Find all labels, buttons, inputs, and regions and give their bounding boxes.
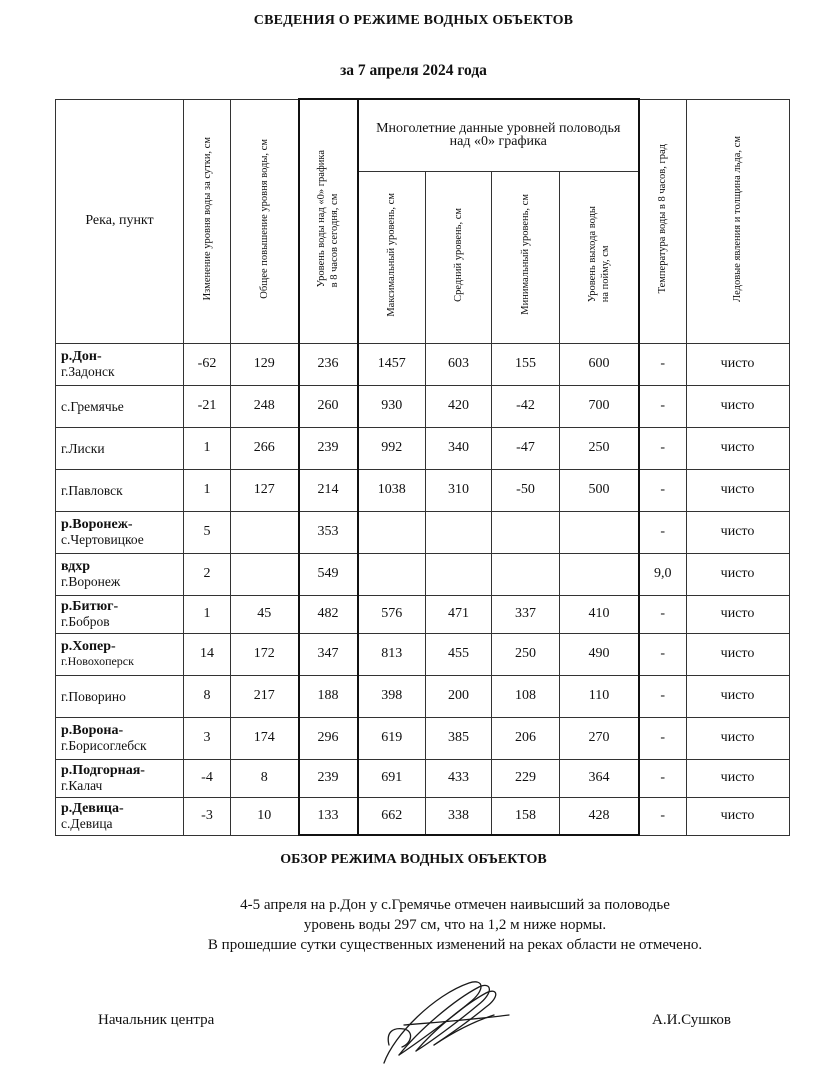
cell-temp-value: - [660, 606, 666, 621]
table-row [56, 343, 790, 385]
cell-min [492, 633, 560, 675]
cell-level-today [299, 717, 358, 759]
cell-flood-value: 700 [588, 398, 610, 413]
cell-ice-value: чисто [720, 808, 755, 823]
cell-level-today [299, 427, 358, 469]
cell-total-rise-value: 10 [257, 808, 272, 823]
cell-change [184, 717, 231, 759]
cell-avg [426, 469, 492, 511]
cell-level-today-value: 353 [317, 524, 339, 539]
cell-change [184, 759, 231, 797]
cell-total-rise-value: 174 [253, 730, 275, 745]
cell-total-rise-value: 8 [260, 770, 268, 785]
cell-ice [686, 797, 789, 835]
river-name: р.Девица- [61, 801, 124, 816]
cell-level-today-value: 239 [317, 440, 339, 455]
cell-ice-value: чисто [720, 356, 755, 371]
cell-min [492, 343, 560, 385]
header-total-rise: Общее повышение уровня воды, см [231, 99, 299, 343]
cell-change [184, 469, 231, 511]
cell-max [358, 595, 426, 633]
cell-total-rise-value: 217 [253, 688, 275, 703]
cell-min-value: -47 [516, 440, 535, 455]
cell-flood [560, 797, 640, 835]
river-name: р.Битюг- [61, 599, 119, 614]
cell-change-value: -21 [197, 398, 217, 413]
cell-change [184, 427, 231, 469]
cell-total-rise [231, 469, 299, 511]
cell-total-rise [231, 759, 299, 797]
cell-ice [686, 511, 789, 553]
cell-flood-value: 428 [588, 807, 610, 823]
table-row [56, 633, 790, 675]
cell-ice [686, 675, 789, 717]
cell-total-rise [231, 797, 299, 835]
point-name: с.Девица [61, 816, 113, 831]
cell-min-value: 155 [515, 356, 536, 371]
cell-change-value: 1 [203, 606, 211, 621]
cell-avg-value: 310 [448, 482, 469, 497]
cell-change [184, 675, 231, 717]
cell-level-today-value: 260 [317, 398, 339, 413]
cell-temp [639, 511, 686, 553]
cell-river-point [56, 385, 184, 427]
point-name: г.Воронеж [61, 574, 121, 589]
cell-total-rise [231, 717, 299, 759]
review-title: ОБЗОР РЕЖИМА ВОДНЫХ ОБЪЕКТОВ [280, 852, 547, 867]
cell-max [358, 797, 426, 835]
point-name: г.Бобров [61, 614, 110, 629]
cell-min-value: 337 [515, 606, 536, 621]
header-ice: Ледовые явления и толщина льда, см [686, 99, 789, 343]
cell-river-point [56, 469, 184, 511]
cell-flood [560, 385, 640, 427]
cell-avg [426, 385, 492, 427]
cell-max [358, 553, 426, 595]
signatory-name: А.И.Сушков [652, 1012, 731, 1028]
cell-max [358, 759, 426, 797]
header-max: Максимальный уровень, см [358, 171, 426, 343]
cell-river-point [56, 343, 184, 385]
cell-avg-value: 603 [448, 356, 469, 371]
cell-min [492, 675, 560, 717]
cell-avg-value: 340 [448, 440, 469, 455]
cell-temp-value: - [660, 440, 666, 455]
point-name: г.Лиски [61, 440, 105, 456]
cell-max [358, 675, 426, 717]
cell-avg-value: 200 [448, 688, 469, 703]
cell-temp [639, 633, 686, 675]
header-flood: Уровень выхода воды на пойму, см [560, 171, 640, 343]
cell-ice-value: чисто [720, 688, 755, 703]
cell-min-value: 206 [515, 730, 536, 745]
header-change: Изменение уровня воды за сутки, см [184, 99, 231, 343]
cell-change [184, 385, 231, 427]
cell-avg [426, 595, 492, 633]
cell-max-value: 662 [381, 807, 403, 823]
cell-level-today-value: 133 [317, 807, 339, 823]
cell-level-today [299, 633, 358, 675]
cell-min-value: 158 [515, 807, 536, 823]
cell-temp-value: - [660, 356, 666, 371]
table-row [56, 427, 790, 469]
cell-flood [560, 633, 640, 675]
cell-total-rise [231, 427, 299, 469]
cell-flood-value: 410 [588, 606, 610, 621]
cell-change [184, 511, 231, 553]
cell-level-today-value: 296 [317, 730, 339, 745]
cell-ice-value: чисто [720, 524, 755, 539]
cell-ice [686, 553, 789, 595]
table-row [56, 595, 790, 633]
cell-ice [686, 717, 789, 759]
cell-min [492, 759, 560, 797]
cell-temp [639, 759, 686, 797]
cell-min [492, 469, 560, 511]
cell-level-today [299, 759, 358, 797]
cell-river-point [56, 675, 184, 717]
cell-max [358, 633, 426, 675]
cell-temp [639, 595, 686, 633]
cell-flood-value: 600 [588, 356, 610, 371]
cell-temp-value: - [660, 808, 666, 823]
cell-change-value: 14 [200, 646, 214, 661]
table-row [56, 675, 790, 717]
cell-total-rise [231, 553, 299, 595]
cell-avg [426, 553, 492, 595]
cell-min [492, 717, 560, 759]
cell-total-rise [231, 343, 299, 385]
cell-max-value: 398 [381, 688, 403, 703]
table-row [56, 797, 790, 835]
cell-level-today-value: 239 [317, 770, 339, 785]
cell-total-rise [231, 633, 299, 675]
table-row [56, 717, 790, 759]
review-line: уровень воды 297 см, что на 1,2 м ниже нормы. [303, 917, 607, 933]
cell-temp-value: - [660, 688, 666, 703]
cell-max [358, 469, 426, 511]
cell-total-rise-value: 172 [253, 646, 275, 661]
header-min: Минимальный уровень, см [492, 171, 560, 343]
cell-flood-value: 364 [588, 770, 610, 785]
cell-level-today-value: 549 [317, 566, 339, 581]
header-river: Река, пункт [56, 99, 184, 343]
cell-ice [686, 385, 789, 427]
document-date: за 7 апреля 2024 года [340, 62, 487, 79]
river-name: р.Дон- [61, 349, 102, 364]
cell-temp-value: - [660, 482, 666, 497]
cell-temp-value: - [660, 398, 666, 413]
river-name: р.Хопер- [61, 639, 116, 654]
point-name: г.Поворино [61, 688, 126, 704]
cell-max [358, 343, 426, 385]
cell-change-value: 5 [203, 524, 211, 539]
point-name: с.Чертовицкое [61, 532, 144, 547]
cell-ice-value: чисто [720, 566, 755, 581]
cell-ice-value: чисто [720, 606, 755, 621]
cell-avg-value: 455 [448, 646, 469, 661]
point-name: г.Павловск [61, 482, 123, 498]
cell-total-rise-value: 266 [253, 440, 275, 455]
cell-change-value: -62 [197, 356, 217, 371]
cell-temp-value: - [660, 524, 666, 539]
cell-max-value: 619 [381, 730, 403, 745]
cell-level-today [299, 553, 358, 595]
cell-temp-value: - [660, 730, 666, 745]
cell-river-point [56, 633, 184, 675]
cell-avg-value: 338 [448, 807, 469, 823]
cell-river-point [56, 595, 184, 633]
cell-total-rise-value: 45 [257, 606, 272, 621]
cell-min [492, 553, 560, 595]
cell-flood-value: 270 [588, 730, 610, 745]
cell-max-value: 1457 [377, 356, 406, 371]
table-row [56, 469, 790, 511]
cell-temp [639, 427, 686, 469]
cell-flood [560, 553, 640, 595]
cell-ice [686, 469, 789, 511]
cell-change-value: 3 [203, 730, 211, 745]
cell-total-rise [231, 595, 299, 633]
table-row [56, 385, 790, 427]
cell-river-point [56, 427, 184, 469]
cell-level-today [299, 385, 358, 427]
point-name: г.Борисоглебск [61, 738, 147, 753]
cell-change-value: 8 [203, 688, 211, 703]
cell-min-value: 250 [515, 646, 536, 661]
cell-total-rise-value: 129 [253, 356, 275, 371]
header-temp: Температура воды в 8 часов, град [639, 99, 686, 343]
cell-min [492, 511, 560, 553]
cell-change-value: 1 [203, 440, 211, 455]
cell-change [184, 553, 231, 595]
cell-river-point [56, 511, 184, 553]
cell-min [492, 427, 560, 469]
signatory-role: Начальник центра [98, 1012, 215, 1028]
cell-ice-value: чисто [720, 440, 755, 455]
cell-river-point [56, 797, 184, 835]
cell-temp [639, 717, 686, 759]
review-line: 4-5 апреля на р.Дон у с.Гремячье отмечен наивысший за половодье [240, 897, 670, 913]
cell-flood [560, 343, 640, 385]
cell-max-value: 1038 [377, 482, 406, 497]
cell-level-today [299, 511, 358, 553]
cell-ice-value: чисто [720, 398, 755, 413]
cell-max-value: 813 [381, 646, 403, 661]
cell-max [358, 385, 426, 427]
cell-ice-value: чисто [720, 730, 755, 745]
cell-level-today [299, 595, 358, 633]
cell-min [492, 797, 560, 835]
cell-min [492, 595, 560, 633]
cell-temp [639, 553, 686, 595]
cell-temp [639, 385, 686, 427]
cell-change [184, 343, 231, 385]
cell-max-value: 691 [381, 770, 403, 785]
cell-temp [639, 469, 686, 511]
cell-min-value: 108 [515, 688, 536, 703]
cell-change-value: -3 [201, 808, 213, 823]
cell-flood-value: 110 [588, 688, 610, 703]
cell-max [358, 511, 426, 553]
cell-level-today-value: 236 [317, 356, 339, 371]
cell-level-today [299, 675, 358, 717]
cell-level-today-value: 188 [317, 688, 339, 703]
cell-temp [639, 675, 686, 717]
cell-avg-value: 471 [448, 606, 469, 621]
cell-total-rise [231, 385, 299, 427]
cell-ice [686, 427, 789, 469]
cell-total-rise [231, 511, 299, 553]
cell-avg [426, 797, 492, 835]
cell-flood [560, 759, 640, 797]
cell-avg [426, 427, 492, 469]
table-row [56, 511, 790, 553]
cell-flood [560, 595, 640, 633]
cell-temp [639, 343, 686, 385]
cell-total-rise-value: 127 [253, 482, 275, 497]
cell-flood [560, 427, 640, 469]
cell-flood [560, 675, 640, 717]
cell-flood-value: 490 [588, 646, 610, 661]
cell-ice [686, 633, 789, 675]
cell-change [184, 595, 231, 633]
cell-temp-value: 9,0 [654, 566, 672, 581]
table-row [56, 553, 790, 595]
cell-avg [426, 675, 492, 717]
river-name: р.Воронеж- [61, 517, 133, 532]
cell-min [492, 385, 560, 427]
cell-level-today [299, 469, 358, 511]
cell-avg [426, 511, 492, 553]
cell-min-value: 229 [515, 770, 536, 785]
cell-ice-value: чисто [720, 770, 755, 785]
cell-flood [560, 469, 640, 511]
cell-change-value: 2 [203, 566, 211, 581]
cell-avg-value: 433 [448, 770, 469, 785]
cell-ice [686, 343, 789, 385]
cell-river-point [56, 553, 184, 595]
cell-min-value: -42 [516, 398, 535, 413]
review-line: В прошедшие сутки существенных изменений на реках области не отмечено. [207, 937, 703, 953]
header-avg: Средний уровень, см [426, 171, 492, 343]
cell-level-today [299, 797, 358, 835]
header-level-today: Уровень воды над «0» графика в 8 часов сегодня, см [299, 99, 358, 343]
cell-avg-value: 385 [448, 730, 469, 745]
cell-max-value: 930 [381, 398, 403, 413]
cell-level-today-value: 214 [317, 482, 339, 497]
cell-level-today-value: 347 [317, 646, 339, 661]
handwritten-signature [374, 975, 514, 1070]
cell-total-rise [231, 675, 299, 717]
cell-change [184, 797, 231, 835]
cell-river-point [56, 759, 184, 797]
document-title: СВЕДЕНИЯ О РЕЖИМЕ ВОДНЫХ ОБЪЕКТОВ [253, 13, 574, 28]
cell-avg [426, 343, 492, 385]
cell-flood [560, 717, 640, 759]
cell-total-rise-value: 248 [253, 398, 275, 413]
point-name: г.Новохоперск [61, 654, 134, 668]
cell-temp [639, 797, 686, 835]
cell-change-value: -4 [201, 770, 213, 785]
cell-flood-value: 500 [588, 482, 610, 497]
cell-change-value: 1 [203, 482, 211, 497]
cell-temp-value: - [660, 770, 666, 785]
cell-avg [426, 759, 492, 797]
cell-max [358, 427, 426, 469]
river-name: р.Подгорная- [61, 763, 145, 778]
table-row [56, 759, 790, 797]
point-name: г.Калач [61, 778, 103, 793]
cell-ice [686, 595, 789, 633]
cell-level-today-value: 482 [317, 606, 339, 621]
river-name: вдхр [61, 559, 91, 574]
review-text [0, 895, 827, 955]
cell-min-value: -50 [516, 482, 535, 497]
cell-avg-value: 420 [448, 398, 469, 413]
cell-max-value: 576 [381, 606, 403, 621]
cell-ice-value: чисто [720, 482, 755, 497]
cell-ice-value: чисто [720, 646, 755, 661]
cell-max-value: 992 [381, 440, 403, 455]
cell-avg [426, 717, 492, 759]
point-name: с.Гремячье [61, 398, 124, 414]
cell-flood [560, 511, 640, 553]
cell-level-today [299, 343, 358, 385]
cell-river-point [56, 717, 184, 759]
cell-flood-value: 250 [588, 440, 610, 455]
header-multiyear: Многолетние данные уровней половодья над «0» графика [358, 99, 640, 171]
cell-change [184, 633, 231, 675]
cell-avg [426, 633, 492, 675]
water-regime-table [55, 98, 790, 836]
cell-max [358, 717, 426, 759]
cell-ice [686, 759, 789, 797]
river-name: р.Ворона- [61, 723, 124, 738]
point-name: г.Задонск [61, 364, 115, 379]
cell-temp-value: - [660, 646, 666, 661]
